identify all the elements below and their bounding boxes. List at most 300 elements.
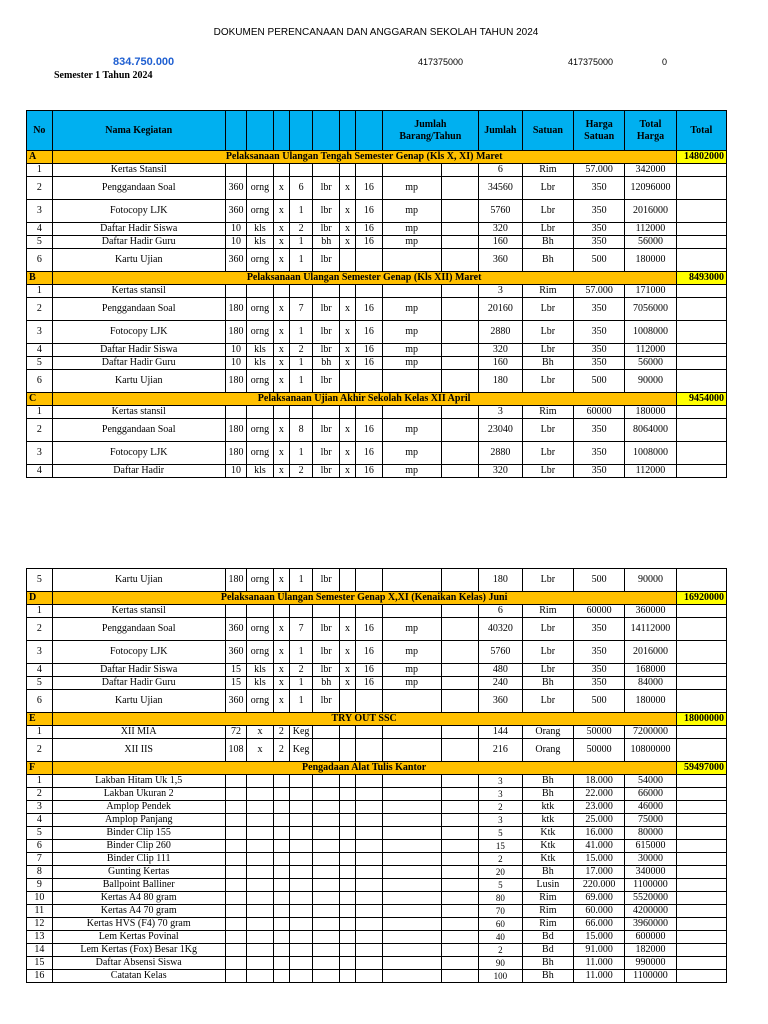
total-cell [676,905,726,918]
jumlah-cell: 360 [478,249,522,272]
unit-cell [247,285,274,298]
unit-cell: lbr [313,569,340,592]
quantity-cell: 10 [225,465,246,478]
harga-satuan-cell: 350 [574,677,625,690]
multiplier-cell [340,957,356,970]
jumlah-cell: 144 [478,726,522,739]
activity-name: Ballpoint Balliner [52,879,225,892]
quantity-cell [356,970,383,983]
quantity-cell: 360 [225,690,246,713]
section-header-row [27,592,727,605]
quantity-cell [225,406,246,419]
harga-satuan-cell: 60000 [574,406,625,419]
jumlah-cell: 3 [478,285,522,298]
table-row [27,177,727,200]
quantity-cell: 1 [289,249,313,272]
multiplier-cell [340,944,356,957]
unit-cell: orng [247,618,274,641]
quantity-cell [225,866,246,879]
table-row [27,957,727,970]
activity-name: Daftar Absensi Siswa [52,957,225,970]
unit-cell [247,605,274,618]
multiplier-cell: x [340,344,356,357]
quantity-cell [356,605,383,618]
unit-cell: lbr [313,249,340,272]
row-number: 1 [27,285,53,298]
quantity-cell [225,879,246,892]
table-cell [441,814,478,827]
multiplier-cell [340,605,356,618]
quantity-cell: 1 [289,200,313,223]
multiplier-cell: x [273,177,289,200]
unit-cell [313,944,340,957]
jumlah-cell: 90 [478,957,522,970]
multiplier-cell: x [340,442,356,465]
total-harga-cell: 80000 [625,827,676,840]
unit-cell [247,853,274,866]
quantity-cell [289,944,313,957]
unit-cell: kls [247,357,274,370]
harga-satuan-cell: 350 [574,200,625,223]
satuan-cell: Bh [522,236,573,249]
satuan-cell: Bh [522,677,573,690]
multiplier-cell [273,788,289,801]
table-row [27,944,727,957]
unit-cell: mp [382,664,441,677]
quantity-cell [356,788,383,801]
activity-name: Kertas Stansil [52,164,225,177]
satuan-cell: Bh [522,788,573,801]
header-total: Total [676,111,726,151]
unit-cell [247,814,274,827]
multiplier-cell: x [273,357,289,370]
harga-satuan-cell: 23.000 [574,801,625,814]
unit-cell [247,905,274,918]
total-cell [676,788,726,801]
quantity-cell: 180 [225,569,246,592]
unit-cell [313,840,340,853]
satuan-cell: Rim [522,406,573,419]
activity-name: Kartu Ujian [52,249,225,272]
quantity-cell [225,970,246,983]
multiplier-cell [273,164,289,177]
table-row [27,605,727,618]
unit-cell: orng [247,200,274,223]
multiplier-cell: x [273,664,289,677]
unit-cell: lbr [313,321,340,344]
total-harga-cell: 8064000 [625,419,676,442]
total-cell [676,442,726,465]
quantity-cell [356,285,383,298]
multiplier-cell: x [340,298,356,321]
row-number: 2 [27,618,53,641]
table-row [27,853,727,866]
quantity-cell [356,944,383,957]
table-cell [441,944,478,957]
quantity-cell: 16 [356,236,383,249]
total-cell [676,164,726,177]
harga-satuan-cell: 350 [574,357,625,370]
row-number: 6 [27,840,53,853]
header-total-harga: Total Harga [625,111,676,151]
jumlah-cell: 15 [478,840,522,853]
jumlah-cell: 320 [478,465,522,478]
harga-satuan-cell: 15.000 [574,853,625,866]
section-header-row [27,713,727,726]
multiplier-cell [340,801,356,814]
jumlah-cell: 3 [478,775,522,788]
quantity-cell [225,892,246,905]
satuan-cell: Orang [522,739,573,762]
quantity-cell [356,866,383,879]
satuan-cell: Ktk [522,840,573,853]
multiplier-cell [273,840,289,853]
row-number: 14 [27,944,53,957]
document-title: DOKUMEN PERENCANAAN DAN ANGGARAN SEKOLAH TAHUN 2024 [213,27,539,38]
unit-cell: bh [313,236,340,249]
quantity-cell: 108 [225,739,246,762]
unit-cell: orng [247,249,274,272]
total-cell [676,298,726,321]
row-number: 5 [27,569,53,592]
harga-satuan-cell: 50000 [574,739,625,762]
jumlah-cell: 320 [478,344,522,357]
activity-name: Kertas A4 70 gram [52,905,225,918]
unit-cell: orng [247,177,274,200]
total-harga-cell: 180000 [625,406,676,419]
satuan-cell: Lbr [522,569,573,592]
unit-cell: mp [382,618,441,641]
quantity-cell: 8 [289,419,313,442]
row-number: 2 [27,177,53,200]
multiplier-cell: 2 [273,726,289,739]
jumlah-cell: 2880 [478,442,522,465]
quantity-cell [225,814,246,827]
total-cell [676,321,726,344]
unit-cell [247,892,274,905]
quantity-cell: 360 [225,249,246,272]
total-harga-cell: 84000 [625,677,676,690]
total-harga-cell: 180000 [625,249,676,272]
activity-name: Binder Clip 260 [52,840,225,853]
jumlah-cell: 5760 [478,200,522,223]
quantity-cell [225,944,246,957]
total-harga-cell: 340000 [625,866,676,879]
activity-name: Penggandaan Soal [52,618,225,641]
unit-cell: lbr [313,465,340,478]
quantity-cell [289,827,313,840]
harga-satuan-cell: 11.000 [574,957,625,970]
unit-cell [382,726,441,739]
table-cell [441,788,478,801]
unit-cell [382,285,441,298]
unit-cell: mp [382,344,441,357]
unit-cell: mp [382,641,441,664]
quantity-cell: 360 [225,641,246,664]
harga-satuan-cell: 350 [574,223,625,236]
activity-name: Lem Kertas (Fox) Besar 1Kg [52,944,225,957]
quantity-cell: 16 [356,357,383,370]
section-total: 16920000 [676,592,726,605]
quantity-cell [356,918,383,931]
unit-cell: kls [247,664,274,677]
unit-cell [313,957,340,970]
table-cell [441,892,478,905]
section-letter: E [27,713,53,726]
table-cell [441,840,478,853]
quantity-cell: 16 [356,664,383,677]
jumlah-cell: 60 [478,918,522,931]
table-cell [441,905,478,918]
quantity-cell [356,840,383,853]
unit-cell: mp [382,177,441,200]
table-cell [441,677,478,690]
quantity-cell [289,905,313,918]
quantity-cell: 180 [225,298,246,321]
section-title: TRY OUT SSC [52,713,676,726]
multiplier-cell: 2 [273,739,289,762]
quantity-cell [225,801,246,814]
jumlah-cell: 5 [478,879,522,892]
satuan-cell: Lbr [522,465,573,478]
total-harga-cell: 990000 [625,957,676,970]
jumlah-cell: 40 [478,931,522,944]
quantity-cell: 16 [356,344,383,357]
satuan-cell: Rim [522,605,573,618]
harga-satuan-cell: 66.000 [574,918,625,931]
total-cell [676,879,726,892]
unit-cell [382,605,441,618]
unit-cell [247,866,274,879]
harga-satuan-cell: 500 [574,690,625,713]
row-number: 1 [27,605,53,618]
satuan-cell: Lbr [522,321,573,344]
quantity-cell: 7 [289,618,313,641]
quantity-cell [289,970,313,983]
unit-cell: x [247,739,274,762]
table-row [27,223,727,236]
row-number: 4 [27,344,53,357]
quantity-cell [225,957,246,970]
jumlah-cell: 2 [478,853,522,866]
unit-cell [382,957,441,970]
row-number: 11 [27,905,53,918]
activity-name: Lakban Ukuran 2 [52,788,225,801]
multiplier-cell: x [273,677,289,690]
satuan-cell: Ktk [522,827,573,840]
unit-cell: orng [247,690,274,713]
harga-satuan-cell: 500 [574,249,625,272]
multiplier-cell [340,285,356,298]
multiplier-cell: x [340,357,356,370]
unit-cell: bh [313,677,340,690]
activity-name: Penggandaan Soal [52,419,225,442]
multiplier-cell [273,892,289,905]
total-cell [676,814,726,827]
total-harga-cell: 90000 [625,569,676,592]
unit-cell: lbr [313,618,340,641]
section-letter: B [27,272,53,285]
quantity-cell: 7 [289,298,313,321]
unit-cell [313,801,340,814]
semester-2-amount: 417375000 [568,57,614,67]
unit-cell [382,739,441,762]
satuan-cell: Lbr [522,442,573,465]
activity-name: Kertas HVS (F4) 70 gram [52,918,225,931]
activity-name: Catatan Kelas [52,970,225,983]
satuan-cell: Bd [522,931,573,944]
quantity-cell [356,814,383,827]
activity-name: Lem Kertas Povinal [52,931,225,944]
row-number: 3 [27,641,53,664]
table-cell [441,690,478,713]
unit-cell: mp [382,357,441,370]
activity-name: Kartu Ujian [52,370,225,393]
harga-satuan-cell: 350 [574,321,625,344]
quantity-cell [225,905,246,918]
section-total: 59497000 [676,762,726,775]
multiplier-cell: x [340,664,356,677]
table-cell [441,827,478,840]
jumlah-cell: 2880 [478,321,522,344]
jumlah-cell: 100 [478,970,522,983]
multiplier-cell: x [273,223,289,236]
unit-cell [313,892,340,905]
multiplier-cell: x [340,465,356,478]
quantity-cell [356,370,383,393]
table-cell [441,177,478,200]
total-harga-cell: 3960000 [625,918,676,931]
activity-name: Kartu Ujian [52,690,225,713]
quantity-cell [356,569,383,592]
harga-satuan-cell: 350 [574,419,625,442]
row-number: 12 [27,918,53,931]
jumlah-cell: 360 [478,690,522,713]
jumlah-cell: 6 [478,164,522,177]
unit-cell: bh [313,357,340,370]
satuan-cell: Lbr [522,690,573,713]
activity-name: Amplop Pendek [52,801,225,814]
quantity-cell [225,285,246,298]
activity-name: Kertas stansil [52,605,225,618]
quantity-cell: Keg [289,739,313,762]
total-cell [676,931,726,944]
unit-cell: mp [382,465,441,478]
unit-cell [247,879,274,892]
quantity-cell: 16 [356,200,383,223]
harga-satuan-cell: 50000 [574,726,625,739]
multiplier-cell [273,605,289,618]
table-cell [441,223,478,236]
multiplier-cell: x [273,569,289,592]
row-number: 5 [27,236,53,249]
harga-satuan-cell: 57.000 [574,164,625,177]
row-number: 3 [27,200,53,223]
multiplier-cell: x [273,344,289,357]
multiplier-cell [340,690,356,713]
total-harga-cell: 1008000 [625,321,676,344]
unit-cell [313,879,340,892]
jumlah-cell: 160 [478,236,522,249]
quantity-cell: 16 [356,177,383,200]
unit-cell [247,827,274,840]
jumlah-cell: 3 [478,788,522,801]
harga-satuan-cell: 41.000 [574,840,625,853]
semester-label: Semester 1 Tahun 2024 [54,70,153,81]
section-total: 9454000 [676,393,726,406]
activity-name: Daftar Hadir Siswa [52,344,225,357]
total-cell [676,357,726,370]
total-cell [676,618,726,641]
satuan-cell: Bh [522,249,573,272]
total-cell [676,249,726,272]
unit-cell [313,285,340,298]
quantity-cell [289,879,313,892]
harga-satuan-cell: 16.000 [574,827,625,840]
quantity-cell [356,690,383,713]
quantity-cell: 180 [225,321,246,344]
multiplier-cell [340,164,356,177]
quantity-cell [289,801,313,814]
total-cell [676,726,726,739]
unit-cell: mp [382,419,441,442]
unit-cell: lbr [313,664,340,677]
multiplier-cell: x [340,200,356,223]
total-harga-cell: 112000 [625,465,676,478]
multiplier-cell [273,406,289,419]
multiplier-cell: x [340,236,356,249]
satuan-cell: Lbr [522,177,573,200]
activity-name: Daftar Hadir Siswa [52,223,225,236]
multiplier-cell: x [273,236,289,249]
row-number: 13 [27,931,53,944]
table-cell [441,726,478,739]
satuan-cell: Rim [522,164,573,177]
unit-cell: lbr [313,200,340,223]
unit-cell: lbr [313,641,340,664]
total-cell [676,840,726,853]
unit-cell: kls [247,465,274,478]
multiplier-cell [340,840,356,853]
header-no: No [27,111,53,151]
unit-cell [313,970,340,983]
table-cell [441,664,478,677]
total-harga-cell: 54000 [625,775,676,788]
header-harga: Harga Satuan [574,111,625,151]
unit-cell: mp [382,298,441,321]
quantity-cell: 10 [225,357,246,370]
total-cell [676,406,726,419]
table-row [27,164,727,177]
activity-name: Daftar Hadir Guru [52,357,225,370]
satuan-cell: Lusin [522,879,573,892]
table-row [27,344,727,357]
quantity-cell [289,775,313,788]
quantity-cell [225,840,246,853]
quantity-cell: 1 [289,357,313,370]
row-number: 6 [27,370,53,393]
total-harga-cell: 1100000 [625,970,676,983]
total-harga-cell: 56000 [625,236,676,249]
multiplier-cell [340,814,356,827]
table-cell [441,853,478,866]
total-cell [676,465,726,478]
harga-satuan-cell: 350 [574,465,625,478]
total-cell [676,918,726,931]
unit-cell: lbr [313,223,340,236]
multiplier-cell [340,866,356,879]
unit-cell: mp [382,200,441,223]
